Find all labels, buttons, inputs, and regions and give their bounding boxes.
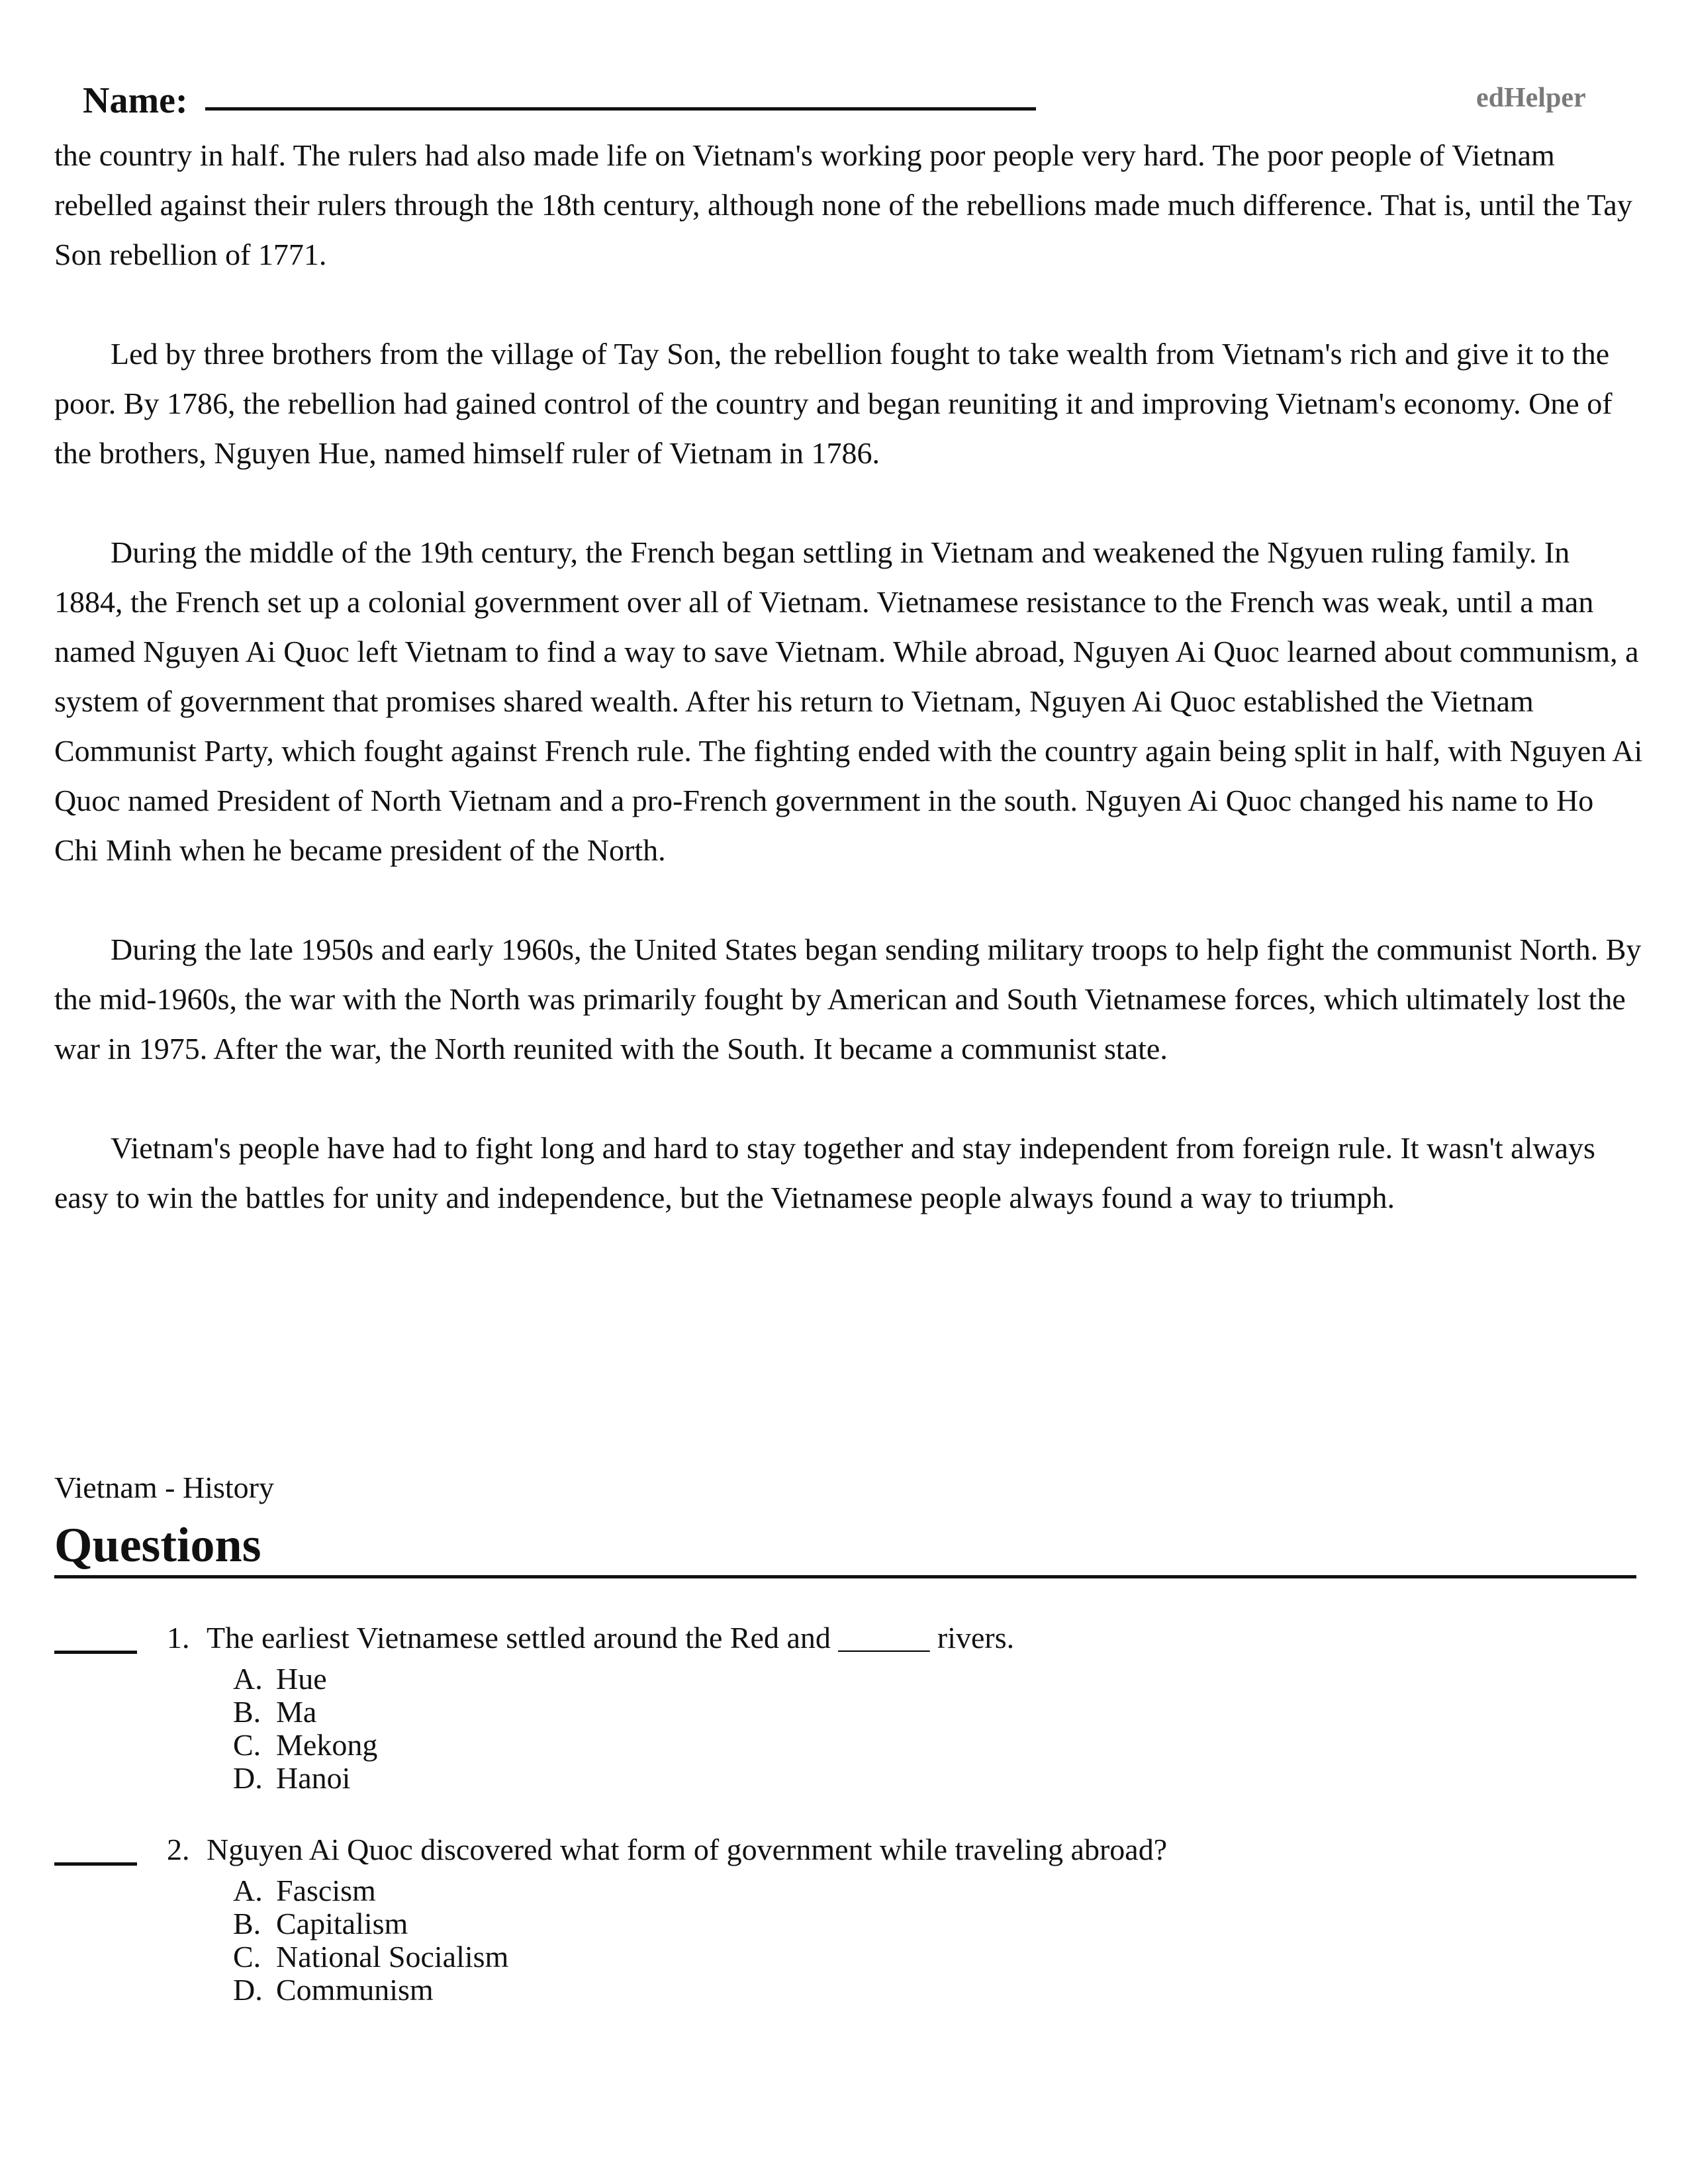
question-text: The earliest Vietnamese settled around the Red and ______ rivers. [207,1621,1015,1655]
answer-option [233,1974,508,2007]
option-letter: C. [233,1940,261,1974]
option-text: Communism [276,1973,434,2007]
questions-heading: Questions [54,1516,1636,1578]
section-title: Vietnam - History [54,1471,274,1504]
option-text: Capitalism [276,1907,408,1940]
passage-paragraph: Vietnam's people have had to fight long and hard to stay together and stay independent from foreign rule. It wasn't always easy to win the battles for unity and independence, but the Vietnamese people always found a way to triumph. [54,1131,1595,1214]
answer-option [233,1696,377,1729]
passage-paragraph: During the middle of the 19th century, the French began settling in Vietnam and weakened the Ngyuen ruling family. In 1884, the French set up a colonial government over all of Vietnam. Vietnamese resistance to the French was weak, until a man named Nguyen Ai Quoc left Vietnam to find a way to save Vietnam. While abroad, Nguyen Ai Quoc learned about communism, a system of government that promises shared wealth. After his return to Vietnam, Nguyen Ai Quoc established the Vietnam Communist Party, which fought against French rule. The fighting ended with the country again being split in half, with Nguyen Ai Quoc named President of North Vietnam and a pro-French government in the south. Nguyen Ai Quoc changed his name to Ho Chi Minh when he became president of the North. [54,535,1643,867]
answer-option [233,1907,508,1940]
name-label: Name: [83,80,188,121]
option-letter: D. [233,1761,263,1795]
answer-blank[interactable] [54,1862,137,1866]
answer-option [233,1940,508,1974]
answer-blank[interactable] [54,1651,137,1654]
option-text: Hanoi [276,1761,351,1795]
question-number: 2. [167,1833,190,1866]
option-text: Ma [276,1695,317,1729]
answer-option [233,1874,508,1907]
name-field-line[interactable] [205,107,1036,111]
option-letter: D. [233,1973,263,2007]
worksheet-header [0,0,1688,132]
answer-options [233,1662,377,1795]
question-text: Nguyen Ai Quoc discovered what form of government while traveling abroad? [207,1833,1168,1866]
option-text: Fascism [276,1874,376,1907]
question-number: 1. [167,1621,190,1655]
option-text: National Socialism [276,1940,509,1974]
passage-paragraph: During the late 1950s and early 1960s, the United States began sending military troops to help fight the communist North. By the mid-1960s, the war with the North was primarily fought by American and South Vietnamese forces, which ultimately lost the war in 1975. After the war, the North reunited with the South. It became a communist state. [54,933,1642,1066]
passage-paragraph: the country in half. The rulers had also made life on Vietnam's working poor people very hard. The poor people of Vietnam rebelled against their rulers through the 18th century, although none of the rebellions made much difference. That is, until the Tay Son rebellion of 1771. [54,138,1632,271]
option-text: Mekong [276,1728,378,1762]
option-letter: B. [233,1907,261,1940]
option-letter: B. [233,1695,261,1729]
reading-passage [54,130,1643,1222]
answer-option [233,1662,377,1696]
answer-option [233,1762,377,1795]
brand-logo-text: edHelper [1476,83,1586,113]
option-letter: C. [233,1728,261,1762]
option-letter: A. [233,1662,263,1696]
answer-options [233,1874,508,2007]
option-letter: A. [233,1874,263,1907]
answer-option [233,1729,377,1762]
passage-paragraph: Led by three brothers from the village of Tay Son, the rebellion fought to take wealth from Vietnam's rich and give it to the poor. By 1786, the rebellion had gained control of the country and began reuniting it and improving Vietnam's economy. One of the brothers, Nguyen Hue, named himself ruler of Vietnam in 1786. [54,337,1613,470]
option-text: Hue [276,1662,327,1696]
